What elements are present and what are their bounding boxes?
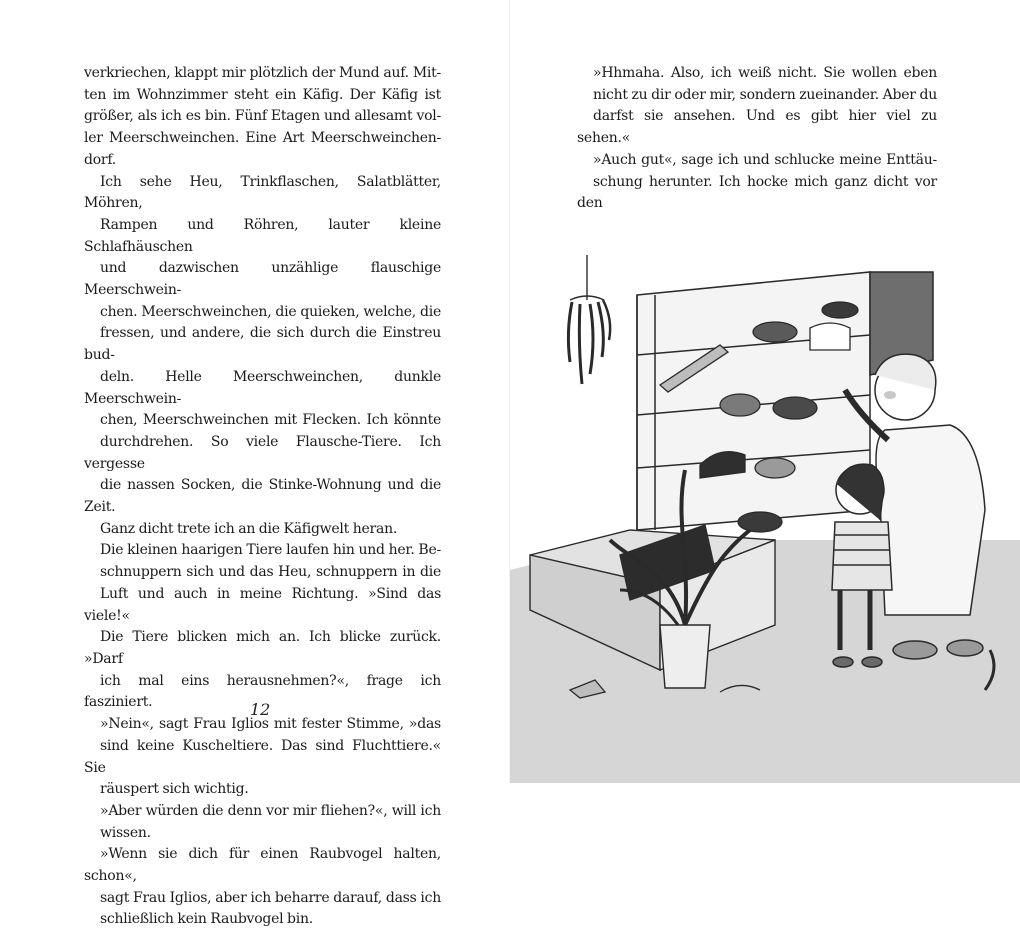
text-line: »Aber würden die denn vor mir fliehen?«, will ich [100, 802, 441, 819]
pig-house [810, 323, 850, 350]
left-page [0, 0, 510, 928]
paragraph [577, 63, 937, 150]
text-line: und dazwischen unzählige flauschige Meerschwein- [84, 260, 441, 299]
text-line: Ich sehe Heu, Trinkflaschen, Salatblätter, Möhren, [84, 173, 441, 212]
text-line: deln. Helle Meerschweinchen, dunkle Meerschwein- [84, 368, 441, 407]
text-line: Luft und auch in meine Richtung. »Sind das viele!« [84, 585, 441, 624]
text-line: ich mal eins herausnehmen?«, frage ich fasziniert. [84, 672, 441, 711]
paragraph [84, 714, 441, 801]
text-line: durchdrehen. So viele Flausche-Tiere. Ich vergesse [84, 433, 441, 472]
text-line: Rampen und Röhren, lauter kleine Schlafhäuschen [84, 216, 441, 255]
text-line: Ganz dicht trete ich an die Käfigwelt heran. [100, 520, 398, 537]
text-line: schnuppern sich und das Heu, schnuppern in die [100, 564, 441, 581]
text-line: dorf. [84, 151, 116, 168]
hanging-plant [568, 255, 610, 384]
slippers [893, 641, 937, 659]
text-line: »Auch gut«, sage ich und schlucke meine Enttäu- [593, 151, 937, 168]
paragraph [577, 150, 937, 215]
paragraph [84, 172, 441, 541]
paragraph [84, 540, 441, 714]
text-line: größer, als ich es bin. Fünf Etagen und allesamt vol- [84, 108, 441, 125]
text-line: schließlich kein Raubvogel bin. [100, 911, 313, 928]
text-line: verkriechen, klappt mir plötzlich der Mund auf. Mit- [84, 65, 441, 81]
text-line: Die kleinen haarigen Tiere laufen hin und her. Be- [100, 542, 441, 559]
text-line: »Hhmaha. Also, ich weiß nicht. Sie wollen eben [593, 65, 937, 81]
text-line: darfst sie ansehen. Und es gibt hier viel zu sehen.« [577, 108, 937, 147]
paragraph [84, 844, 441, 931]
guinea-pig [753, 322, 797, 342]
guinea-pig-cage-illustration [510, 240, 1020, 783]
text-line: schung herunter. Ich hocke mich ganz dicht vor den [577, 173, 937, 212]
guinea-pig [822, 302, 858, 318]
text-line: ler Meerschweinchen. Eine Art Meerschweinchen- [84, 130, 441, 147]
guinea-pig [720, 394, 760, 416]
right-page [510, 0, 1020, 783]
text-line: Die Tiere blicken mich an. Ich blicke zurück. »Darf [84, 629, 441, 667]
text-line: sagt Frau Iglios, aber ich beharre darauf, dass ich [100, 889, 441, 906]
text-line: die nassen Socken, die Stinke-Wohnung und die Zeit. [84, 477, 441, 516]
guinea-pig [738, 512, 782, 532]
text-line: »Wenn sie dich für einen Raubvogel halten, schon«, [84, 846, 441, 885]
text-line: chen, Meerschweinchen mit Flecken. Ich könnte [100, 412, 441, 429]
guinea-pig [773, 397, 817, 419]
guinea-pig [755, 458, 795, 478]
text-line: wissen. [100, 824, 151, 841]
text-line: fressen, und andere, die sich durch die Einstreu bud- [84, 325, 441, 364]
text-line: »Nein«, sagt Frau Iglios mit fester Stimme, »das [100, 716, 441, 733]
text-line: ten im Wohnzimmer steht ein Käfig. Der Käfig ist [84, 86, 441, 103]
right-page-text [577, 63, 937, 215]
left-page-text [84, 63, 441, 931]
text-line: räuspert sich wichtig. [100, 781, 249, 798]
text-line: chen. Meerschweinchen, die quieken, welche, die [100, 303, 441, 320]
paragraph [84, 63, 441, 172]
paragraph [84, 801, 441, 844]
page-number: 12 [250, 700, 271, 719]
text-line: sind keine Kuscheltiere. Das sind Fluchttiere.« Sie [84, 737, 441, 776]
text-line: nicht zu dir oder mir, sondern zueinander. Aber du [593, 86, 937, 103]
